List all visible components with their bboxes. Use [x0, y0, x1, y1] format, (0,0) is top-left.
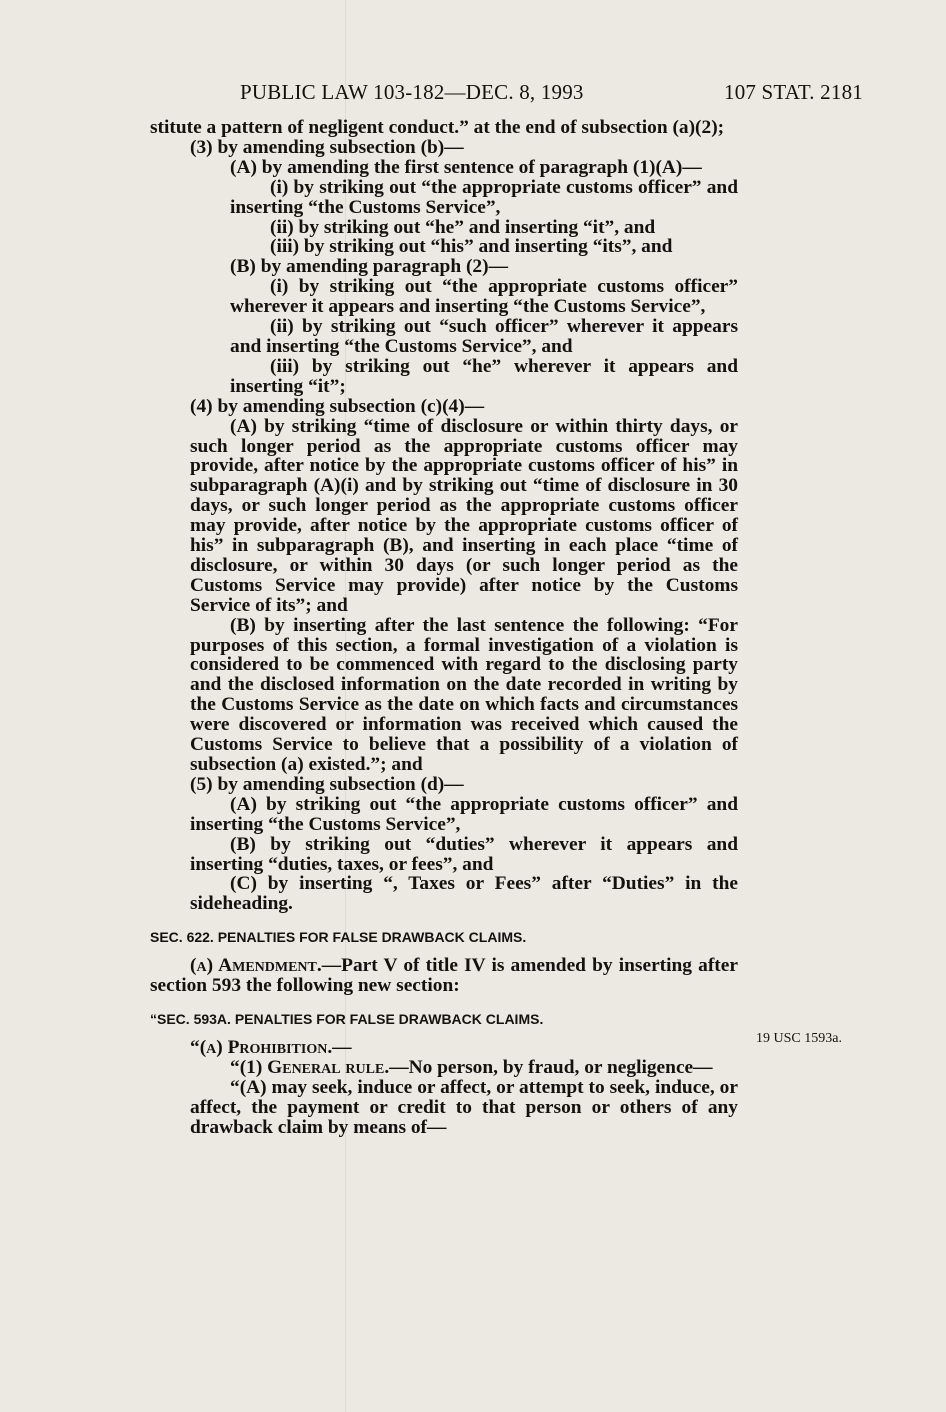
- paragraph: (B) by inserting after the last sentence the following: “For purposes of this section, a formal investigation of a violation is considered to be commenced with regard to the disclosing party and the disclosed information on the date recorded in writing by the Customs Service as the date on which facts and circumstances were discovered or information was received which caused the Customs Service to believe that a possibility of a violation of subsection (a) existed.”; and: [190, 614, 738, 775]
- subsection-a-lead: (a) Amendment.: [190, 955, 322, 977]
- paragraph: stitute a pattern of negligent conduct.” at the end of subsection (a)(2);: [150, 117, 725, 138]
- general-rule-text: —No person, by fraud, or negligence—: [389, 1056, 713, 1078]
- section-heading-593a: “SEC. 593A. PENALTIES FOR FALSE DRAWBACK CLAIMS.: [150, 1010, 544, 1027]
- general-rule: [150, 1058, 738, 1078]
- paragraph: (iii) by striking out “he” wherever it appears and inserting “it”;: [230, 355, 738, 397]
- subsection-prohibition: [150, 1038, 738, 1058]
- paragraph: (B) by amending paragraph (2)—: [230, 256, 508, 278]
- paragraph: (A) by striking out “the appropriate customs officer” and inserting “the Customs Service”,: [190, 793, 738, 835]
- paragraph: (i) by striking out “the appropriate customs officer” wherever it appears and inserting “the Customs Service”,: [230, 276, 738, 318]
- paragraph: (C) by inserting “, Taxes or Fees” after “Duties” in the sideheading.: [190, 873, 738, 915]
- paragraph: (i) by striking out “the appropriate customs officer” and inserting “the Customs Service”,: [230, 176, 738, 218]
- section-heading-622: SEC. 622. PENALTIES FOR FALSE DRAWBACK CLAIMS.: [150, 929, 527, 946]
- paragraph: (A) by amending the first sentence of paragraph (1)(A)—: [230, 156, 702, 178]
- statute-body: [150, 118, 738, 1137]
- running-header-title: PUBLIC LAW 103-182—DEC. 8, 1993: [240, 80, 584, 104]
- paragraph: (5) by amending subsection (d)—: [190, 773, 464, 795]
- paragraph: (ii) by striking out “such officer” wherever it appears and inserting “the Customs Service”, and: [230, 316, 738, 357]
- paragraph: (B) by striking out “duties” wherever it appears and inserting “duties, taxes, or fees”, and: [190, 833, 738, 875]
- subsection-a-amendment: [150, 956, 738, 996]
- paragraph: “(A) may seek, induce or affect, or attempt to seek, induce, or affect, the payment or credit to that person or others of any drawback claim by means of—: [190, 1076, 738, 1138]
- prohibition-lead: “(a) Prohibition.: [190, 1036, 333, 1058]
- paragraph: (3) by amending subsection (b)—: [190, 136, 464, 158]
- paragraph: (ii) by striking out “he” and inserting “it”, and: [270, 216, 656, 238]
- prohibition-text: —: [332, 1036, 352, 1058]
- subsection-a-text: —Part V of title IV is amended by inserting after section 593 the following new section:: [150, 955, 738, 997]
- running-header-stat: 107 STAT. 2181: [724, 80, 863, 104]
- paragraph: (A) by striking “time of disclosure or within thirty days, or such longer period as the appropriate customs officer may provide, after notice by the appropriate customs officer of his” in subparagraph (A)(i) and by striking out “time of disclosure in 30 days, or such longer period as the appropriate customs officer may provide, after notice by the appropriate customs officer of his” in subparagraph (B), and inserting in each place “time of disclosure, or within 30 days (or such longer period as the Customs Service may provide) after notice by the Customs Service of its”; and: [190, 415, 738, 616]
- general-rule-lead: “(1) General rule.: [230, 1056, 390, 1078]
- paragraph: (4) by amending subsection (c)(4)—: [190, 395, 485, 417]
- paragraph: (iii) by striking out “his” and inserting “its”, and: [270, 236, 673, 258]
- margin-citation: 19 USC 1593a.: [756, 1031, 842, 1046]
